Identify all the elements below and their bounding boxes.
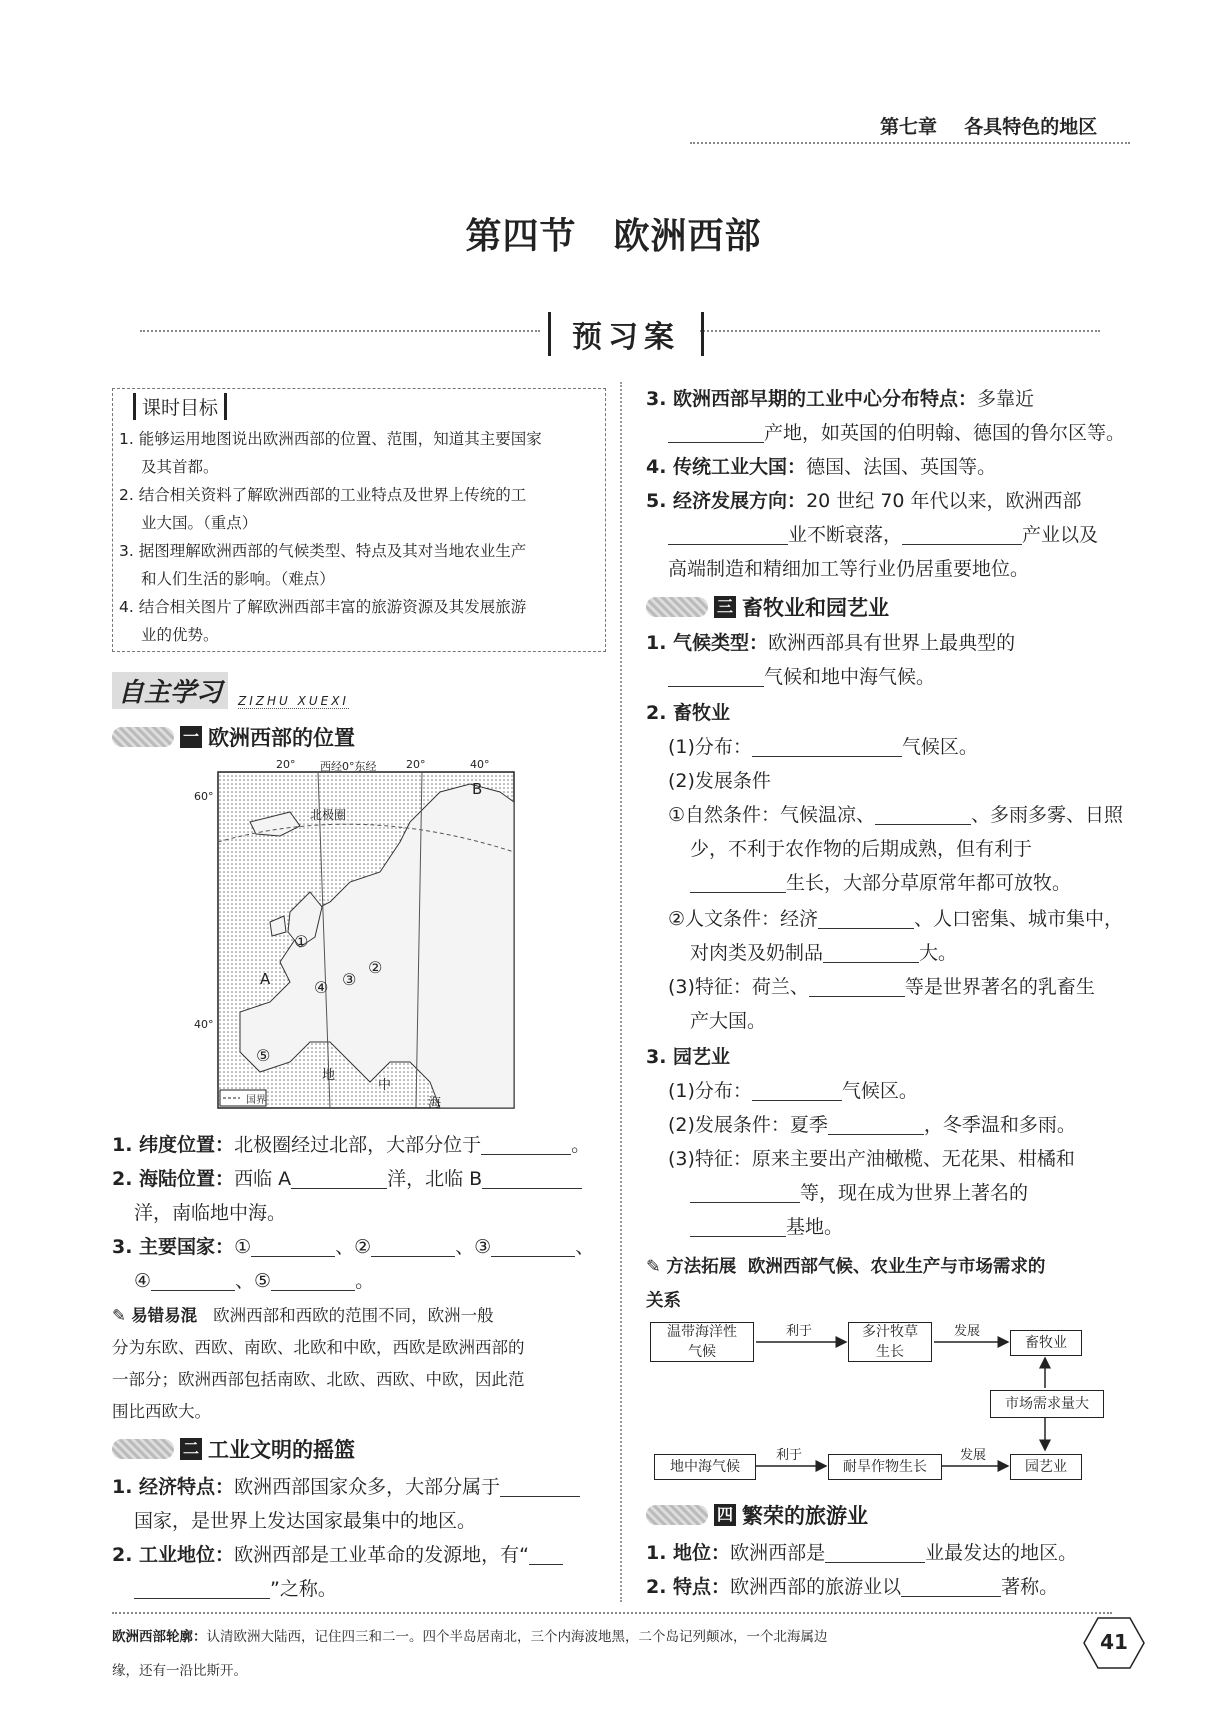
chapter-number: 第七章 [880,116,938,138]
s1-q2 [112,1162,582,1196]
section-tag [646,1505,708,1525]
answer-blank[interactable] [529,1544,563,1565]
section-2-heading [112,1434,355,1464]
flow-box-livestock: 畜牧业 [1010,1330,1082,1356]
q-label: 1. 气候类型： [646,632,769,654]
flow-diagram [650,1318,1120,1486]
s2-q1-cont [134,1504,476,1538]
tip-line: 分为东欧、西欧、南欧、北欧和中欧，西欧是欧洲西部的 [112,1338,525,1357]
answer-blank[interactable] [901,1576,1001,1597]
arrow-label: 利于 [776,1448,803,1463]
answer-blank[interactable] [690,1182,800,1203]
sea-label-b: B [472,780,483,798]
q-text: 气候区。 [841,1080,918,1102]
s2-q3-cont [668,416,1125,450]
s2-q4 [646,450,996,484]
q-text: (1)分布： [668,736,752,758]
section-number: 三 [714,596,736,618]
s3-q2 [646,696,730,730]
q-text: 、③ [455,1236,492,1258]
header-rule [690,142,1130,144]
preview-banner [548,312,704,356]
answer-blank[interactable] [818,908,914,929]
q-text: 等是世界著名的乳畜生 [904,976,1095,998]
objective-line: 2. 结合相关资料了解欧洲西部的工业特点及世界上传统的工 [119,486,527,504]
q-text: 欧洲西部的旅游业以 [730,1576,902,1598]
arrow-label: 发展 [954,1324,981,1339]
q-text: 气候和地中海气候。 [764,666,936,688]
answer-blank[interactable] [690,872,786,893]
answer-blank[interactable] [668,666,764,687]
q-text: ②人文条件：经济 [668,908,819,930]
method-icon: ✎ [646,1257,661,1277]
s3-q2-n1 [668,798,1123,832]
q-text: 气候区。 [901,736,978,758]
q-text: 德国、法国、英国等。 [806,456,997,478]
s1-q2-cont [134,1196,286,1230]
s1-q1 [112,1128,590,1162]
answer-blank[interactable] [291,1168,387,1189]
arctic-circle-label: 北极圈 [310,808,347,822]
q-text: 产地，如英国的伯明翰、德国的鲁尔区等。 [764,422,1126,444]
q-text: 少，不利于农作物的后期成熟，但有利于 [690,838,1033,860]
arrow-label: 发展 [960,1448,987,1463]
q-text: ① [234,1236,252,1258]
s3-q1-cont [668,660,935,694]
q-label: 5. 经济发展方向： [646,490,807,512]
answer-blank[interactable] [823,942,919,963]
method-label: 方法拓展 [666,1257,737,1277]
answer-blank[interactable] [271,1270,355,1291]
objective-line: 业大国。（重点） [141,514,258,532]
footer-text: 认清欧洲大陆西，记住四三和二一。四个半岛居南北，三个内海波地黑，二个岛记列颠冰，一个北海属边 [206,1629,828,1645]
q-label: 1. 纬度位置： [112,1134,235,1156]
q-text: 等，现在成为世界上著名的 [800,1182,1029,1204]
s2-q5 [646,484,1082,518]
objectives-list [119,425,542,649]
s1-q3-cont [134,1264,374,1298]
banner-label: 预习案 [572,320,680,355]
s2-q2-cont [134,1572,337,1606]
q-text: 高端制造和精细加工等行业仍居重要地位。 [668,558,1030,580]
section-title: 畜牧业和园艺业 [742,596,889,620]
s3-q2-2 [668,764,771,798]
q-label: 2. 海陆位置： [112,1168,235,1190]
s3-q2-n1-cont [690,832,1032,866]
q-text: 业不断衰落， [788,524,903,546]
tip-line: 欧洲西部和西欧的范围不同，欧洲一般 [213,1306,494,1325]
s2-q1 [112,1470,580,1504]
s3-q3-1 [668,1074,918,1108]
q-text: 。 [571,1134,591,1156]
banner-rule-left [140,330,540,332]
section-4-heading [646,1500,868,1530]
chapter-title: 各具特色的地区 [964,116,1098,138]
answer-blank[interactable] [482,1168,582,1189]
self-study-heading [112,672,349,709]
q-text: 产大国。 [690,1010,767,1032]
q-text: ，冬季温和多雨。 [923,1114,1076,1136]
self-study-pinyin: ZIZHU XUEXI [238,694,349,708]
q-label: 2. 工业地位： [112,1544,235,1566]
arrow-label: 利于 [786,1324,813,1339]
q-text: 西临 A [234,1168,292,1190]
q-text: 欧洲西部是 [730,1542,826,1564]
q-text: 欧洲西部国家众多，大部分属于 [234,1476,501,1498]
objective-line: 1. 能够运用地图说出欧洲西部的位置、范围，知道其主要国家 [119,430,542,448]
q-label: 3. 主要国家： [112,1236,235,1258]
sea-label-char: 海 [428,1096,442,1111]
s3-q2-3 [668,970,1095,1004]
q-text: 基地。 [786,1216,844,1238]
s3-q3 [646,1040,730,1074]
objective-line: 业的优势。 [141,626,219,644]
s2-q2 [112,1538,563,1572]
europe-map [194,758,522,1112]
q-text: 生长，大部分草原常年都可放牧。 [786,872,1072,894]
q-label: 1. 地位： [646,1542,731,1564]
footer-label: 欧洲西部轮廓： [112,1629,207,1645]
ocean-label-a: A [260,970,271,988]
q-text: 欧洲西部是工业革命的发源地，有“ [234,1544,529,1566]
objective-line: 及其首都。 [141,458,219,476]
flow-box-pasture-growth: 多汁牧草生长 [848,1322,932,1362]
q-label: 1. 经济特点： [112,1476,235,1498]
q-text: 20 世纪 70 年代以来，欧洲西部 [806,490,1082,512]
s3-q2-1 [668,730,978,764]
answer-blank[interactable] [251,1236,335,1257]
answer-blank[interactable] [668,524,788,545]
s2-q3 [646,382,1034,416]
answer-blank[interactable] [752,736,902,757]
answer-blank[interactable] [902,524,1022,545]
section-1-heading [112,722,355,752]
q-text: 大。 [919,942,958,964]
flow-box-market-demand: 市场需求量大 [990,1390,1104,1418]
q-text: (2)发展条件 [668,770,771,792]
q-text: (1)分布： [668,1080,752,1102]
page-number: 41 [1100,1630,1128,1654]
q-text: ”之称。 [270,1578,337,1600]
map-lat-label: 40° [194,1018,214,1031]
objectives-label: 课时目标 [133,393,227,420]
q-text: ①自然条件：气候温凉、 [668,804,876,826]
q-label: 2. 畜牧业 [646,702,731,724]
page-number-badge [1082,1616,1146,1670]
footer-text: 缘，还有一沿比斯开。 [112,1663,247,1679]
country-marker-2: ② [368,958,383,977]
q-text: 、人口密集、城市集中， [914,908,1124,930]
q-text: (3)特征：原来主要出产油橄榄、无花果、柑橘和 [668,1148,1075,1170]
method-title: 欧洲西部气候、农业生产与市场需求的 [747,1257,1046,1277]
sea-label-char: 中 [378,1078,392,1093]
map-legend-label: 国界 [246,1095,266,1106]
q-text: 产业以及 [1022,524,1099,546]
q-label: 4. 传统工业大国： [646,456,807,478]
flow-box-med-climate: 地中海气候 [654,1454,756,1480]
objective-line: 和人们生活的影响。（难点） [141,570,335,588]
map-lon-label: 20° [276,758,296,771]
q-text: 。 [355,1270,375,1292]
q-label: 2. 特点： [646,1576,731,1598]
q-text: ④ [134,1270,152,1292]
self-study-label: 自主学习 [112,672,228,709]
q-text: 著称。 [1001,1576,1059,1598]
answer-blank[interactable] [825,1542,925,1563]
footer-note [112,1620,1072,1688]
section-tag [112,727,174,747]
s3-q2-n2 [668,902,1123,936]
running-header [880,112,1097,139]
country-marker-3: ③ [342,970,357,989]
section-title: 欧洲西部的位置 [208,726,355,750]
answer-blank[interactable] [875,804,971,825]
map-lon-label: 20° [406,758,426,771]
q-text: (3)特征：荷兰、 [668,976,809,998]
section-3-heading [646,592,889,622]
q-text: 多靠近 [977,388,1035,410]
s3-q3-3-cont [690,1176,1028,1210]
answer-blank[interactable] [809,976,905,997]
column-divider [620,382,622,1602]
answer-blank[interactable] [752,1080,842,1101]
q-text: 、 [575,1236,595,1258]
section-number: 二 [180,1438,202,1460]
answer-blank[interactable] [500,1476,580,1497]
q-label: 3. 欧洲西部早期的工业中心分布特点： [646,388,978,410]
q-text: 洋，南临地中海。 [134,1202,287,1224]
map-meridian-label: 西经0°东经 [320,760,377,773]
tip-line: 一部分；欧洲西部包括南欧、北欧、西欧、中欧，因此范 [112,1370,525,1389]
answer-blank[interactable] [668,422,764,443]
tip-label: 易错易混 [131,1306,198,1325]
answer-blank[interactable] [481,1134,571,1155]
objective-line: 3. 据图理解欧洲西部的气候类型、特点及其对当地农业生产 [119,542,527,560]
page-title: 第四节 欧洲西部 [465,215,762,257]
section-number: 一 [180,726,202,748]
answer-blank[interactable] [371,1236,455,1257]
s3-q2-3-cont [690,1004,766,1038]
method-heading [646,1250,1045,1318]
sea-label-char: 地 [322,1068,336,1083]
q-text: 洋，北临 B [387,1168,483,1190]
s3-q3-3 [668,1142,1075,1176]
q-text: 、② [335,1236,372,1258]
country-marker-4: ④ [314,978,329,997]
s3-q1 [646,626,1015,660]
section-number: 四 [714,1504,736,1526]
answer-blank[interactable] [491,1236,575,1257]
flow-box-horticulture: 园艺业 [1010,1454,1082,1480]
section-tag [112,1439,174,1459]
q-text: (2)发展条件：夏季 [668,1114,828,1136]
objective-line: 4. 结合相关图片了解欧洲西部丰富的旅游资源及其发展旅游 [119,598,527,616]
flow-box-temperate-climate: 温带海洋性气候 [650,1322,754,1362]
s2-q5-cont [668,518,1098,552]
section-title: 繁荣的旅游业 [742,1504,868,1528]
tip-icon: ✎ [112,1306,126,1325]
s4-q1 [646,1536,1077,1570]
answer-blank[interactable] [134,1578,270,1599]
map-lon-label: 40° [470,758,490,771]
tip-line: 围比西欧大。 [112,1402,211,1421]
q-text: 国家，是世界上发达国家最集中的地区。 [134,1510,477,1532]
method-title-cont: 关系 [646,1291,681,1311]
q-text: 业最发达的地区。 [925,1542,1078,1564]
map-lat-label: 60° [194,790,214,803]
objectives-box [112,388,606,652]
q-text: 北极圈经过北部，大部分位于 [234,1134,482,1156]
s3-q3-2 [668,1108,1076,1142]
answer-blank[interactable] [690,1216,786,1237]
country-marker-5: ⑤ [256,1046,271,1065]
q-text: 欧洲西部具有世界上最典型的 [768,632,1016,654]
s3-q3-3-cont2 [690,1210,843,1244]
country-marker-1: ① [294,932,309,951]
q-text: 对肉类及奶制品 [690,942,824,964]
footer-rule [112,1612,1112,1614]
flow-box-drought-crops: 耐旱作物生长 [828,1454,942,1480]
s2-q5-cont2 [668,552,1029,586]
q-text: 、多雨多雾、日照 [971,804,1124,826]
q-label: 3. 园艺业 [646,1046,731,1068]
s3-q2-n1-cont2 [690,866,1071,900]
s4-q2 [646,1570,1058,1604]
s3-q2-n2-cont [690,936,957,970]
answer-blank[interactable] [151,1270,235,1291]
tip-box [112,1300,608,1428]
section-tag [646,597,708,617]
section-title: 工业文明的摇篮 [208,1438,355,1462]
banner-rule-right [700,330,1100,332]
answer-blank[interactable] [828,1114,924,1135]
q-text: 、⑤ [235,1270,272,1292]
s1-q3 [112,1230,594,1264]
